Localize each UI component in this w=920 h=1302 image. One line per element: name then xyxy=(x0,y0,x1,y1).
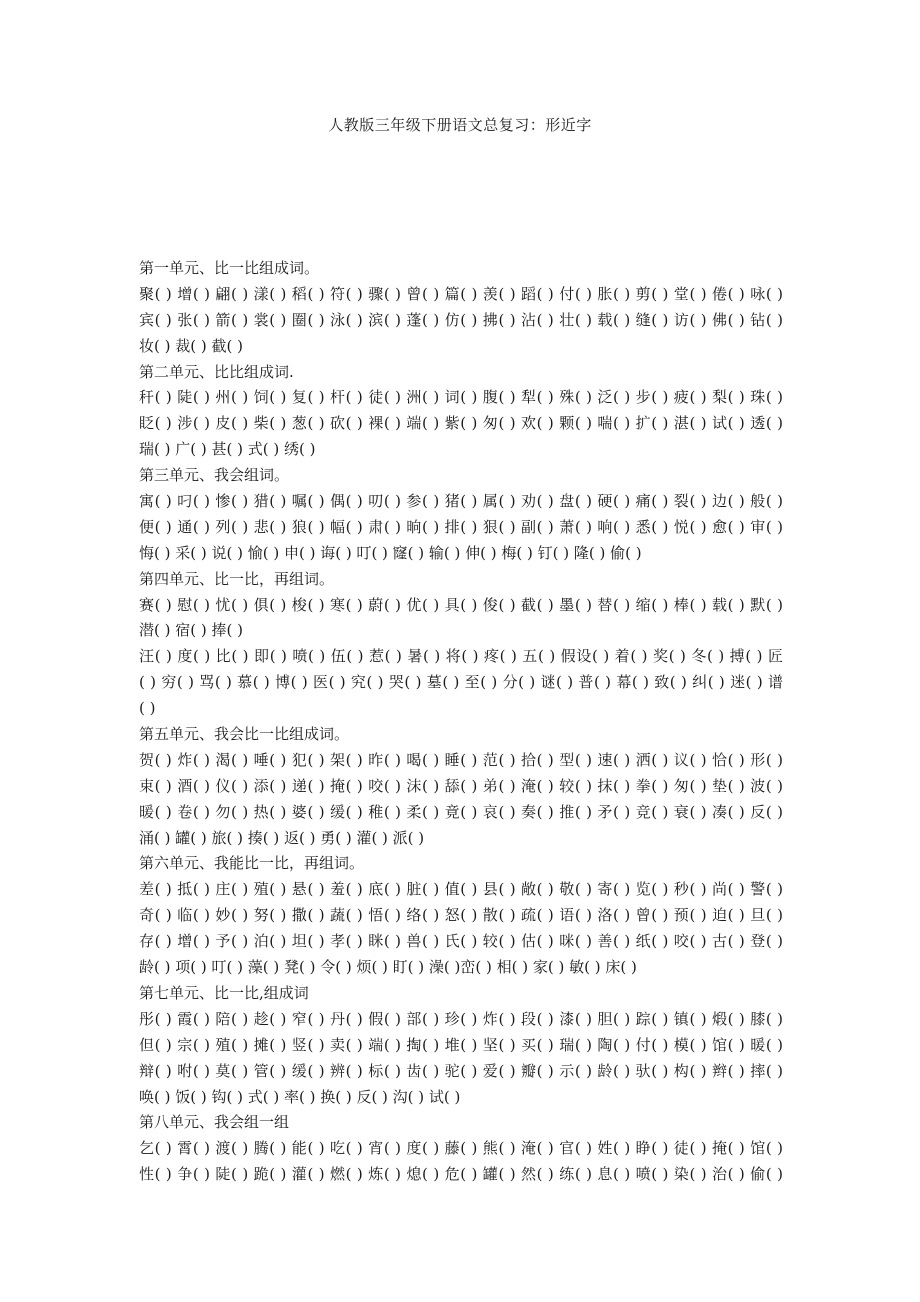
document-body xyxy=(139,256,783,1188)
text-line: 但( ) 宗( ) 殖( ) 摊( ) 竖( ) 卖( ) 端( ) 掏( ) 堆( ) 坚( ) 买( ) 瑞( ) 陶( ) 付( ) 模( ) 馆( ) 暖( ) xyxy=(139,1035,783,1054)
text-line: 暖( ) 卷( ) 勿( ) 热( ) 婆( ) 缓( ) 稚( ) 柔( ) 竟( ) 哀( ) 奏( ) 推( ) 矛( ) 竞( ) 衰( ) 凑( ) 反( ) xyxy=(139,802,783,821)
text-line: ( ) xyxy=(139,699,156,718)
text-line: 瑞( ) 广( ) 甚( ) 式( ) 绣( ) xyxy=(139,440,316,459)
section-heading: 第三单元、我会组词。 xyxy=(139,466,290,485)
text-line: 束( ) 酒( ) 仪( ) 添( ) 递( ) 掩( ) 咬( ) 沫( ) 舔( ) 弟( ) 淹( ) 较( ) 抹( ) 拳( ) 匆( ) 垫( ) 波( ) xyxy=(139,776,783,795)
text-line: 潜( ) 宿( ) 捧( ) xyxy=(139,621,243,640)
text-line: 奇( ) 临( ) 妙( ) 努( ) 撒( ) 蔬( ) 悟( ) 络( ) 怒( ) 散( ) 疏( ) 语( ) 洛( ) 曾( ) 预( ) 迫( ) 旦( ) xyxy=(139,906,783,925)
text-line: 涌( ) 罐( ) 旅( ) 揍( ) 返( ) 勇( ) 灌( ) 派( ) xyxy=(139,828,425,847)
text-line: 寓( ) 叼( ) 惨( ) 猎( ) 嘱( ) 偶( ) 叨( ) 参( ) 猪( ) 属( ) 劝( ) 盘( ) 硬( ) 痛( ) 裂( ) 边( ) 般( ) xyxy=(139,492,783,511)
section-heading: 第一单元、比一比组成词。 xyxy=(139,259,320,277)
text-line: 性( ) 争( ) 陡( ) 跪( ) 灌( ) 燃( ) 炼( ) 熄( ) 危( ) 罐( ) 然( ) 练( ) 息( ) 喷( ) 染( ) 治( ) 偷( ) xyxy=(139,1165,783,1184)
text-line: 便( ) 通( ) 列( ) 悲( ) 狼( ) 幅( ) 肃( ) 晌( ) 排( ) 狠( ) 副( ) 萧( ) 响( ) 悉( ) 悦( ) 愈( ) 审( ) xyxy=(139,517,783,536)
text-line: 眨( ) 涉( ) 皮( ) 柴( ) 葱( ) 砍( ) 裸( ) 端( ) 紫( ) 匆( ) 欢( ) 颗( ) 喘( ) 扩( ) 湛( ) 试( ) 透( ) xyxy=(139,414,783,433)
text-line: 乞( ) 霄( ) 渡( ) 腾( ) 能( ) 吃( ) 宵( ) 度( ) 藤( ) 熊( ) 淹( ) 官( ) 姓( ) 睁( ) 徒( ) 掩( ) 馆( ) xyxy=(139,1139,783,1158)
text-line: 妆( ) 裁( ) 截( ) xyxy=(139,336,243,355)
text-line: ( ) 穷( ) 骂( ) 慕( ) 博( ) 医( ) 究( ) 哭( ) 墓( ) 至( ) 分( ) 谜( ) 普( ) 幕( ) 致( ) 纠( ) 迷( ) 谱 xyxy=(139,673,783,692)
text-line: 汪( ) 度( ) 比( ) 即( ) 喷( ) 伍( ) 惹( ) 暑( ) 将( ) 疼( ) 五( ) 假设( ) 着( ) 奖( ) 冬( ) 搏( ) 匠 xyxy=(139,647,783,666)
section-heading: 第四单元、比一比，再组词。 xyxy=(139,569,335,588)
section-heading: 第二单元、比比组成词. xyxy=(139,362,294,381)
text-line: 赛( ) 慰( ) 忧( ) 俱( ) 梭( ) 寒( ) 蔚( ) 优( ) 具( ) 俊( ) 截( ) 墨( ) 替( ) 缩( ) 棒( ) 载( ) 默( ) xyxy=(139,595,783,614)
text-line: 存( ) 增( ) 予( ) 泊( ) 坦( ) 孝( ) 眯( ) 兽( ) 氏( ) 较( ) 估( ) 咪( ) 善( ) 纸( ) 咬( ) 古( ) 登( ) xyxy=(139,932,783,951)
section-heading: 第七单元、比一比,组成词 xyxy=(139,983,309,1002)
text-line: 差( ) 抵( ) 庄( ) 殖( ) 悬( ) 羞( ) 底( ) 脏( ) 值( ) 县( ) 敞( ) 敬( ) 寄( ) 览( ) 秒( ) 尚( ) 警( ) xyxy=(139,880,783,899)
text-line: 唤( ) 饭( ) 钩( ) 式( ) 率( ) 换( ) 反( ) 沟( ) 试( ) xyxy=(139,1087,461,1106)
section-heading: 第五单元、我会比一比组成词。 xyxy=(139,725,350,744)
text-line: 悔( ) 采( ) 说( ) 愉( ) 申( ) 诲( ) 叮( ) 窿( ) 输( ) 伸( ) 梅( ) 钉( ) 隆( ) 偷( ) xyxy=(139,543,642,562)
text-line: 贺( ) 炸( ) 渴( ) 唾( ) 犯( ) 架( ) 昨( ) 喝( ) 睡( ) 范( ) 拾( ) 型( ) 速( ) 洒( ) 议( ) 恰( ) 形( ) xyxy=(139,750,783,769)
text-line: 聚( ) 增( ) 翩( ) 漾( ) 稻( ) 符( ) 骤( ) 曾( ) 篇( ) 羡( ) 蹈( ) 付( ) 胀( ) 剪( ) 堂( ) 倦( ) 咏( ) xyxy=(139,284,783,303)
text-line: 龄( ) 项( ) 叮( ) 藻( ) 凳( ) 令( ) 烦( ) 盯( ) 澡( )峦( ) 相( ) 家( ) 敏( ) 床( ) xyxy=(139,958,637,977)
text-line: 辩( ) 咐( ) 莫( ) 管( ) 缓( ) 辨( ) 标( ) 齿( ) 驼( ) 爱( ) 瓣( ) 示( ) 龄( ) 驮( ) 构( ) 辫( ) 摔( ) xyxy=(139,1061,783,1080)
section-heading: 第八单元、我会组一组 xyxy=(139,1113,290,1132)
text-line: 彤( ) 霞( ) 陪( ) 趁( ) 窄( ) 丹( ) 假( ) 部( ) 珍( ) 炸( ) 段( ) 漆( ) 胆( ) 踪( ) 镇( ) 煅( ) 膝( ) xyxy=(139,1009,783,1028)
document-title: 人教版三年级下册语文总复习：形近字 xyxy=(328,116,592,134)
section-heading: 第六单元、我能比一比，再组词。 xyxy=(139,854,365,873)
text-line: 宾( ) 张( ) 箭( ) 裳( ) 圈( ) 泳( ) 滨( ) 蓬( ) 仿( ) 拂( ) 沾( ) 壮( ) 载( ) 缝( ) 访( ) 佛( ) 钻( ) xyxy=(139,310,783,329)
text-line: 秆( ) 陡( ) 州( ) 饲( ) 复( ) 杆( ) 徒( ) 洲( ) 词( ) 腹( ) 犁( ) 殊( ) 泛( ) 步( ) 疲( ) 梨( ) 珠( ) xyxy=(139,388,783,407)
